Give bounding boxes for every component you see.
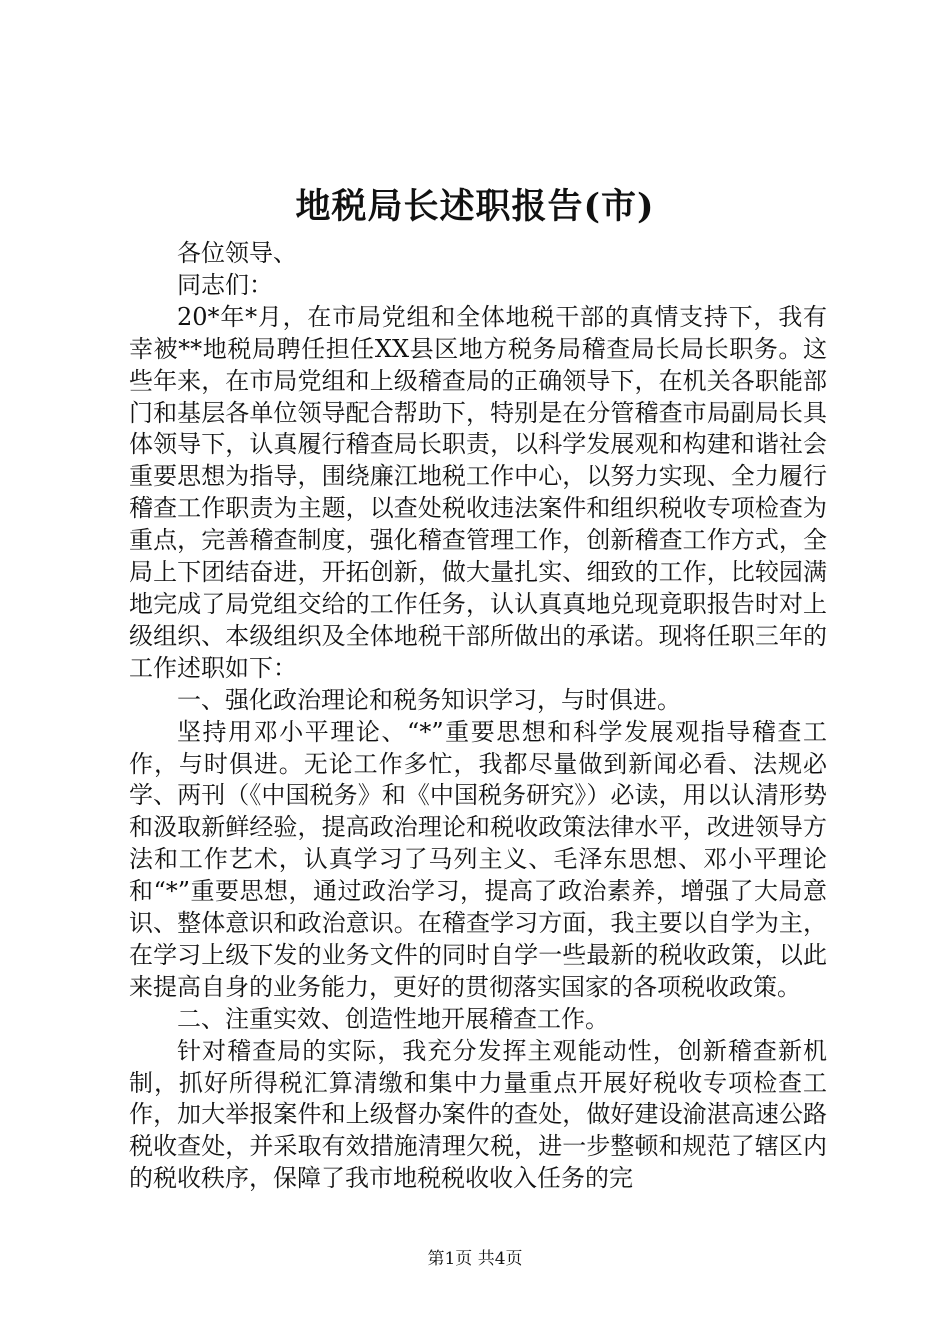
document-title: 地税局长述职报告(市) <box>295 186 655 227</box>
section-heading: 二、注重实效、创造性地开展稽查工作。 <box>177 1004 609 1033</box>
section-heading: 一、强化政治理论和税务知识学习，与时俱进。 <box>177 685 681 714</box>
body-paragraph: 针对稽查局的实际，我充分发挥主观能动性，创新稽查新机制，抓好所得税汇算清缴和集中力量重点开展好税收专项检查工作，加大举报案件和上级督办案件的查处，做好建设渝湛高速公路税收查处，并采取有效措施清理欠税，进一步整顿和规范了辖区内的税收秩序，保障了我市地税税收收入任务的完 <box>129 1036 827 1193</box>
body-paragraph: 坚持用邓小平理论、“*”重要思想和科学发展观指导稽查工作，与时俱进。无论工作多忙，我都尽量做到新闻必看、法规必学、两刊（《中国税务》和《中国税务研究》）必读，用以认清形势和汲取新鲜经验，提高政治理论和税收政策法律水平，改进领导方法和工作艺术，认真学习了马列主义、毛泽东思想、邓小平理论和“*”重要思想，通过政治学习，提高了政治素养，增强了大局意识、整体意识和政治意识。在稽查学习方面，我主要以自学为主，在学习上级下发的业务文件的同时自学一些最新的税收政策，以此来提高自身的业务能力，更好的贯彻落实国家的各项税收政策。 <box>129 717 827 1001</box>
document-body <box>129 238 827 1195</box>
page-footer: 第1页 共4页 <box>427 1249 523 1269</box>
salutation-line: 同志们： <box>177 270 273 299</box>
salutation-line: 各位领导、 <box>177 239 297 267</box>
body-paragraph: 20*年*月，在市局党组和全体地税干部的真情支持下，我有幸被**地税局聘任担任XX县区地方税务局稽查局长局长职务。这些年来，在市局党组和上级稽查局的正确领导下，在机关各职能部门和基层各单位领导配合帮助下，特别是在分管稽查市局副局长具体领导下，认真履行稽查局长职责，以科学发展观和构建和谐社会重要思想为指导，围绕廉江地税工作中心，以努力实现、全力履行稽查工作职责为主题，以查处税收违法案件和组织税收专项检查为重点，完善稽查制度，强化稽查管理工作，创新稽查工作方式，全局上下团结奋进，开拓创新，做大量扎实、细致的工作，比较园满地完成了局党组交给的工作任务，认认真真地兑现竟职报告时对上级组织、本级组织及全体地税干部所做出的承诺。现将任职三年的工作述职如下： <box>129 302 827 682</box>
